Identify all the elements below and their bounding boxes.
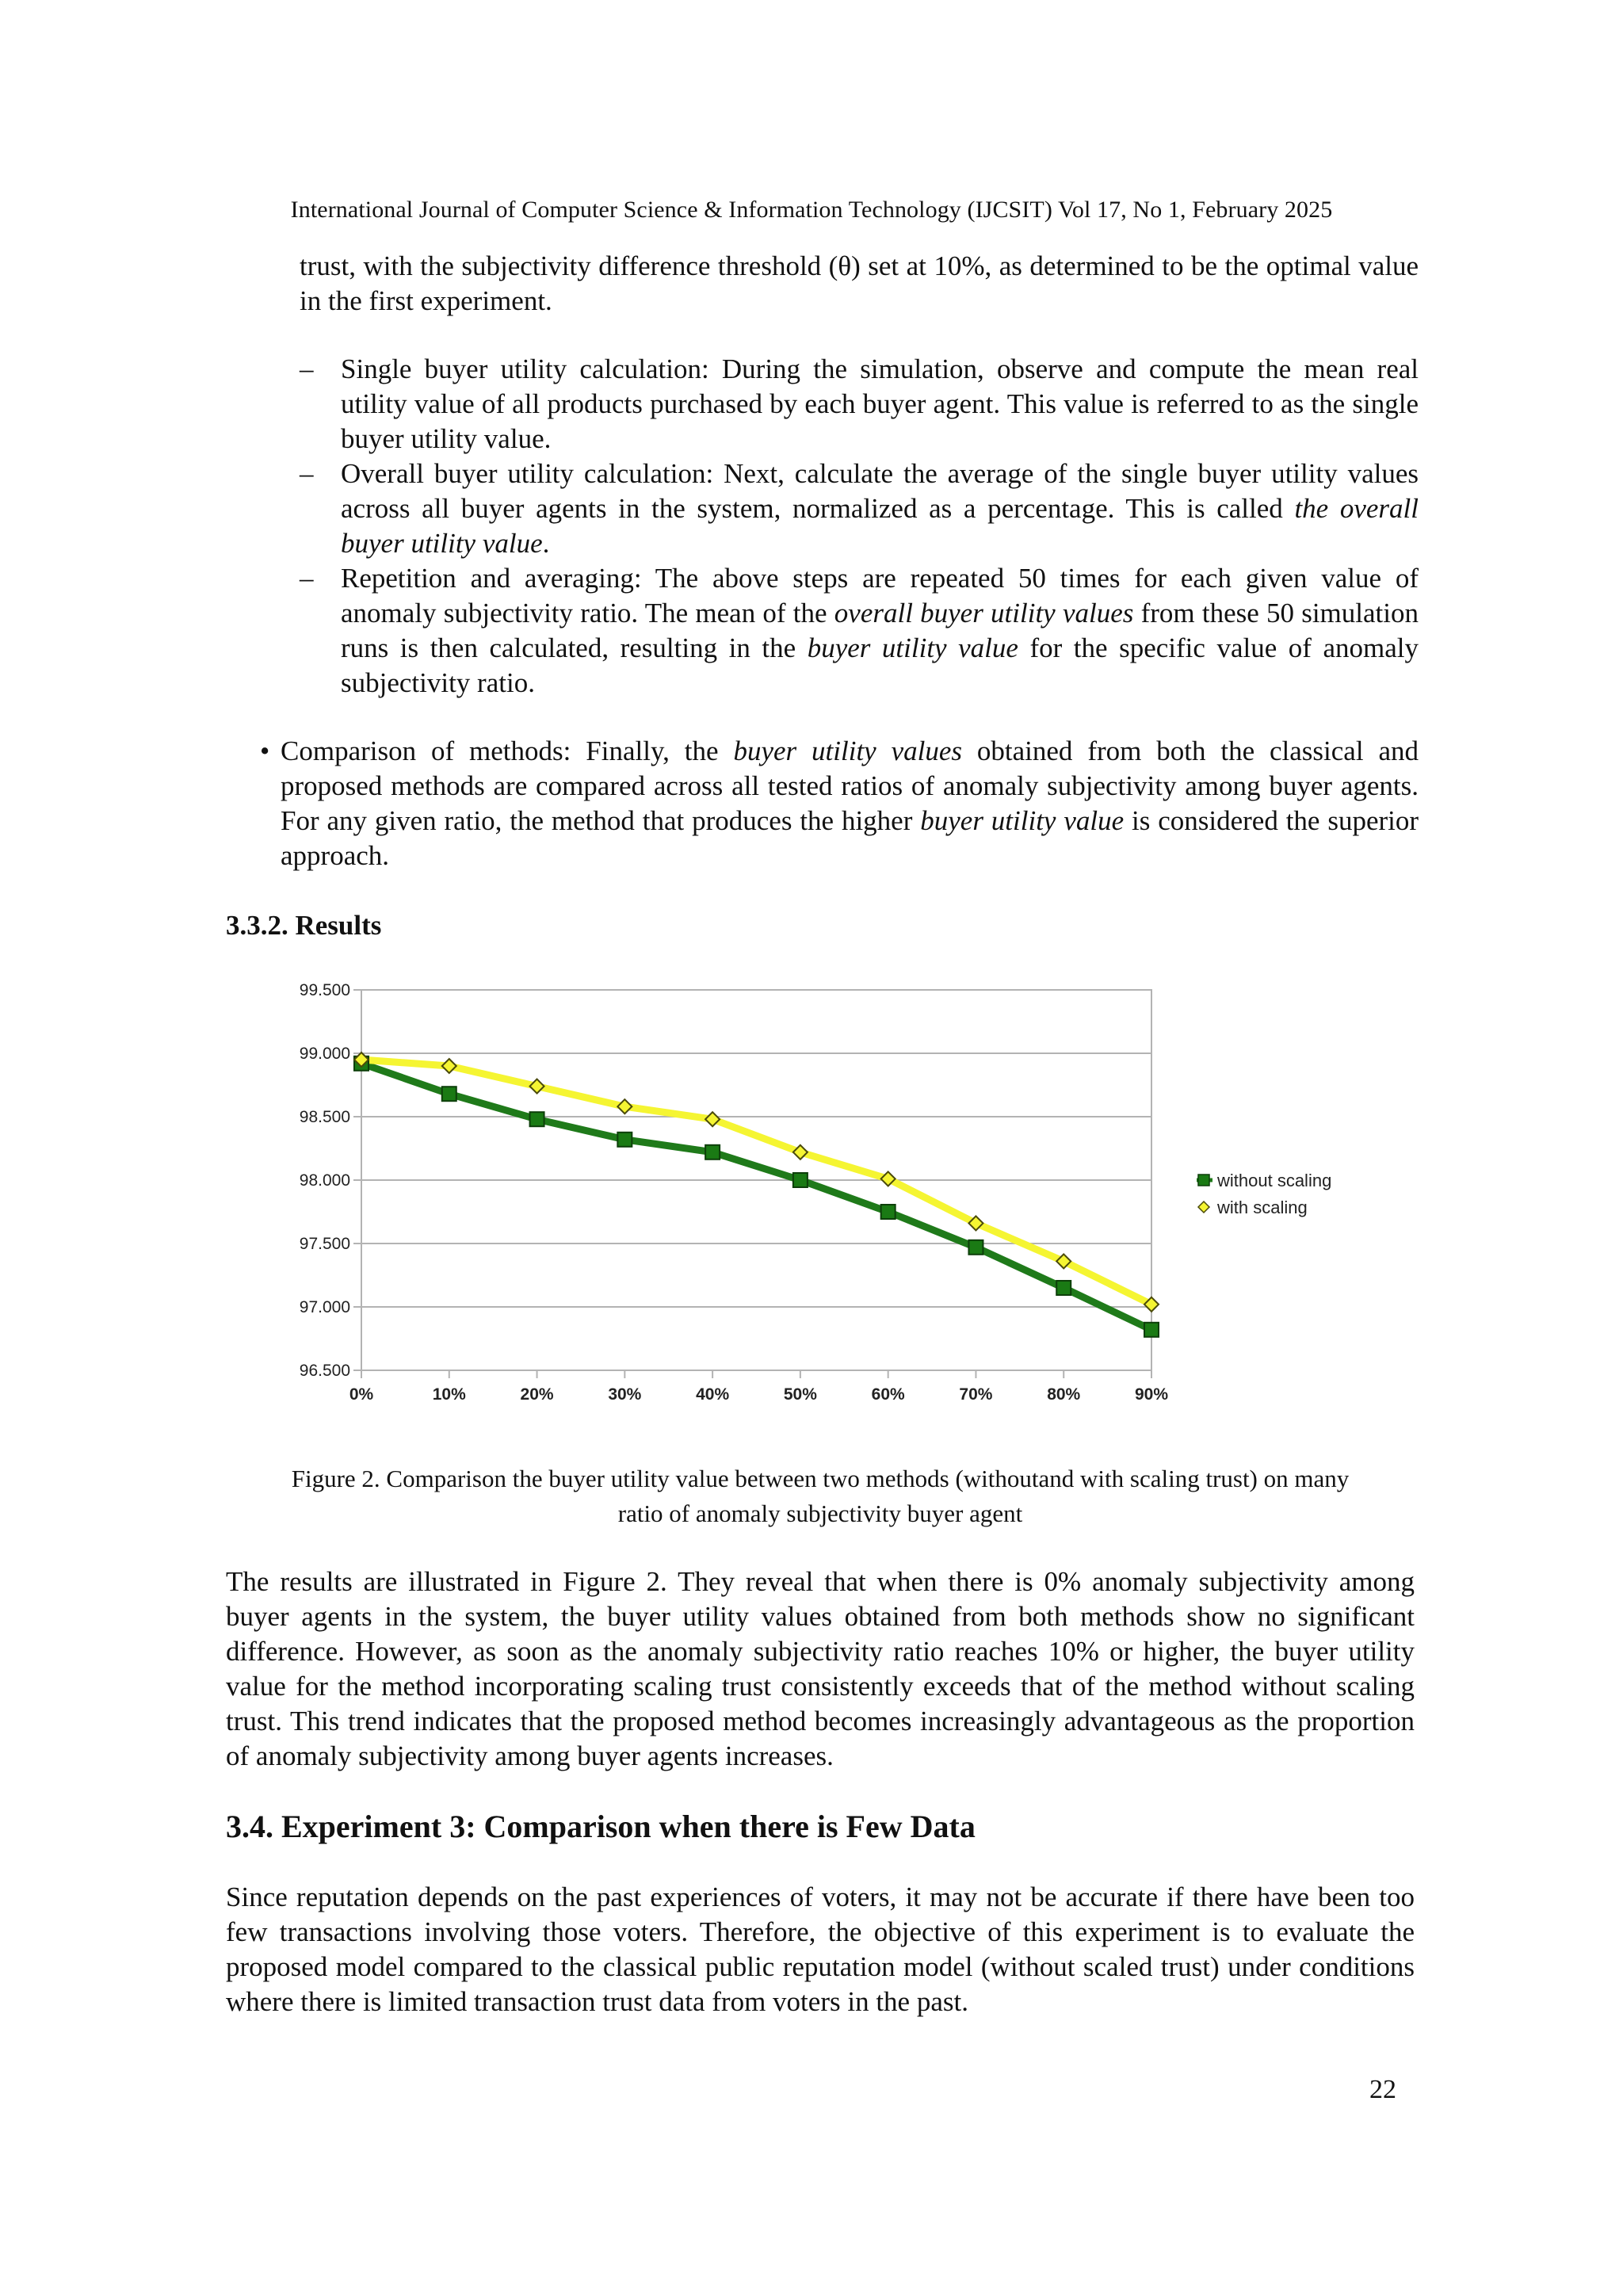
x-tick-label: 10% bbox=[432, 1385, 466, 1404]
figure-caption-line-2: ratio of anomaly subjectivity buyer agent bbox=[617, 1499, 1023, 1527]
y-tick-label: 99.000 bbox=[299, 1045, 350, 1063]
data-point-square bbox=[530, 1112, 544, 1126]
results-paragraph: The results are illustrated in Figure 2. They reveal that when there is 0% anomaly subjectivity among buyer agents in the system, the buyer utility values obtained from both methods show no significant difference. However, as soon as the anomaly subjectivity ratio reaches 10% or higher, the buyer utility value for the method incorporating scaling trust consistently exceeds that of the method without scaling trust. This trend indicates that the proposed method becomes increasingly advantageous as the proportion of anomaly subjectivity among buyer agents increases. bbox=[226, 1566, 1415, 1771]
list-item-text: Overall buyer utility calculation: Next, calculate the average of the single buyer utility values across all buyer agents in the system, normalized as a percentage. This is called the overall buyer utility value. bbox=[341, 458, 1419, 559]
x-tick-label: 50% bbox=[783, 1385, 817, 1404]
data-point-square bbox=[617, 1133, 632, 1147]
x-tick-label: 0% bbox=[349, 1385, 374, 1404]
y-tick-label: 98.000 bbox=[299, 1171, 350, 1190]
data-point-square bbox=[442, 1087, 456, 1101]
list-item-text: Single buyer utility calculation: During the simulation, observe and compute the mean real utility value of all products purchased by each buyer agent. This value is referred to as the single buyer utility value. bbox=[341, 353, 1419, 454]
x-tick-label: 60% bbox=[871, 1385, 905, 1404]
dash-marker: – bbox=[300, 353, 314, 384]
line-chart bbox=[269, 971, 1379, 1415]
running-header: International Journal of Computer Science & Information Technology (IJCSIT) Vol 17, No 1, February 2025 bbox=[290, 197, 1333, 223]
y-tick-label: 97.000 bbox=[299, 1298, 350, 1316]
figure-caption-line-1: Figure 2. Comparison the buyer utility value between two methods (withoutand with scaling trust) on many bbox=[291, 1465, 1350, 1492]
x-tick-label: 90% bbox=[1134, 1385, 1169, 1404]
y-tick-label: 96.500 bbox=[299, 1362, 350, 1380]
legend-marker-diamond bbox=[1198, 1201, 1209, 1213]
section-heading: 3.4. Experiment 3: Comparison when there is Few Data bbox=[226, 1809, 976, 1844]
y-tick-label: 98.500 bbox=[299, 1108, 350, 1126]
data-point-square bbox=[1056, 1281, 1071, 1295]
x-tick-label: 30% bbox=[608, 1385, 642, 1404]
list-item-text: Repetition and averaging: The above steps are repeated 50 times for each given value of anomaly subjectivity ratio. The mean of the overall buyer utility values from these 50 simulation runs is then calculated, resulting in the buyer utility value for the specific value of anomaly subjectivity ratio. bbox=[341, 563, 1419, 698]
legend-label-without-scaling: without scaling bbox=[1217, 1171, 1332, 1190]
x-tick-label: 80% bbox=[1047, 1385, 1081, 1404]
section-paragraph: Since reputation depends on the past experiences of voters, it may not be accurate if there have been too few transactions involving those voters. Therefore, the objective of this experiment is to evaluate the proposed model compared to the classical public reputation model (without scaled trust) under conditions where there is limited transaction trust data from voters in the past. bbox=[226, 1881, 1415, 2017]
x-tick-label: 40% bbox=[696, 1385, 730, 1404]
dash-marker: – bbox=[300, 563, 314, 594]
data-point-square bbox=[881, 1205, 896, 1219]
data-point-square bbox=[968, 1240, 983, 1255]
dash-marker: – bbox=[300, 458, 314, 489]
bullet-marker: • bbox=[260, 735, 270, 766]
y-tick-label: 99.500 bbox=[299, 981, 350, 999]
bullet-item-text: Comparison of methods: Finally, the buyer utility values obtained from both the classical and proposed methods are compared across all tested ratios of anomaly subjectivity among buyer agents. For any given ratio, the method that produces the higher buyer utility value is considered the superior approach. bbox=[281, 735, 1419, 871]
legend-label-with-scaling: with scaling bbox=[1217, 1198, 1308, 1217]
page-number: 22 bbox=[1369, 2075, 1396, 2104]
legend-marker-square bbox=[1198, 1175, 1209, 1186]
data-point-square bbox=[793, 1173, 808, 1187]
intro-paragraph: trust, with the subjectivity difference threshold (θ) set at 10%, as determined to be the optimal value in the first experiment. bbox=[300, 250, 1419, 316]
results-heading: 3.3.2. Results bbox=[226, 910, 382, 941]
x-tick-label: 70% bbox=[959, 1385, 993, 1404]
data-point-square bbox=[1144, 1323, 1159, 1337]
x-tick-label: 20% bbox=[520, 1385, 554, 1404]
y-tick-label: 97.500 bbox=[299, 1235, 350, 1253]
data-point-square bbox=[705, 1145, 720, 1159]
